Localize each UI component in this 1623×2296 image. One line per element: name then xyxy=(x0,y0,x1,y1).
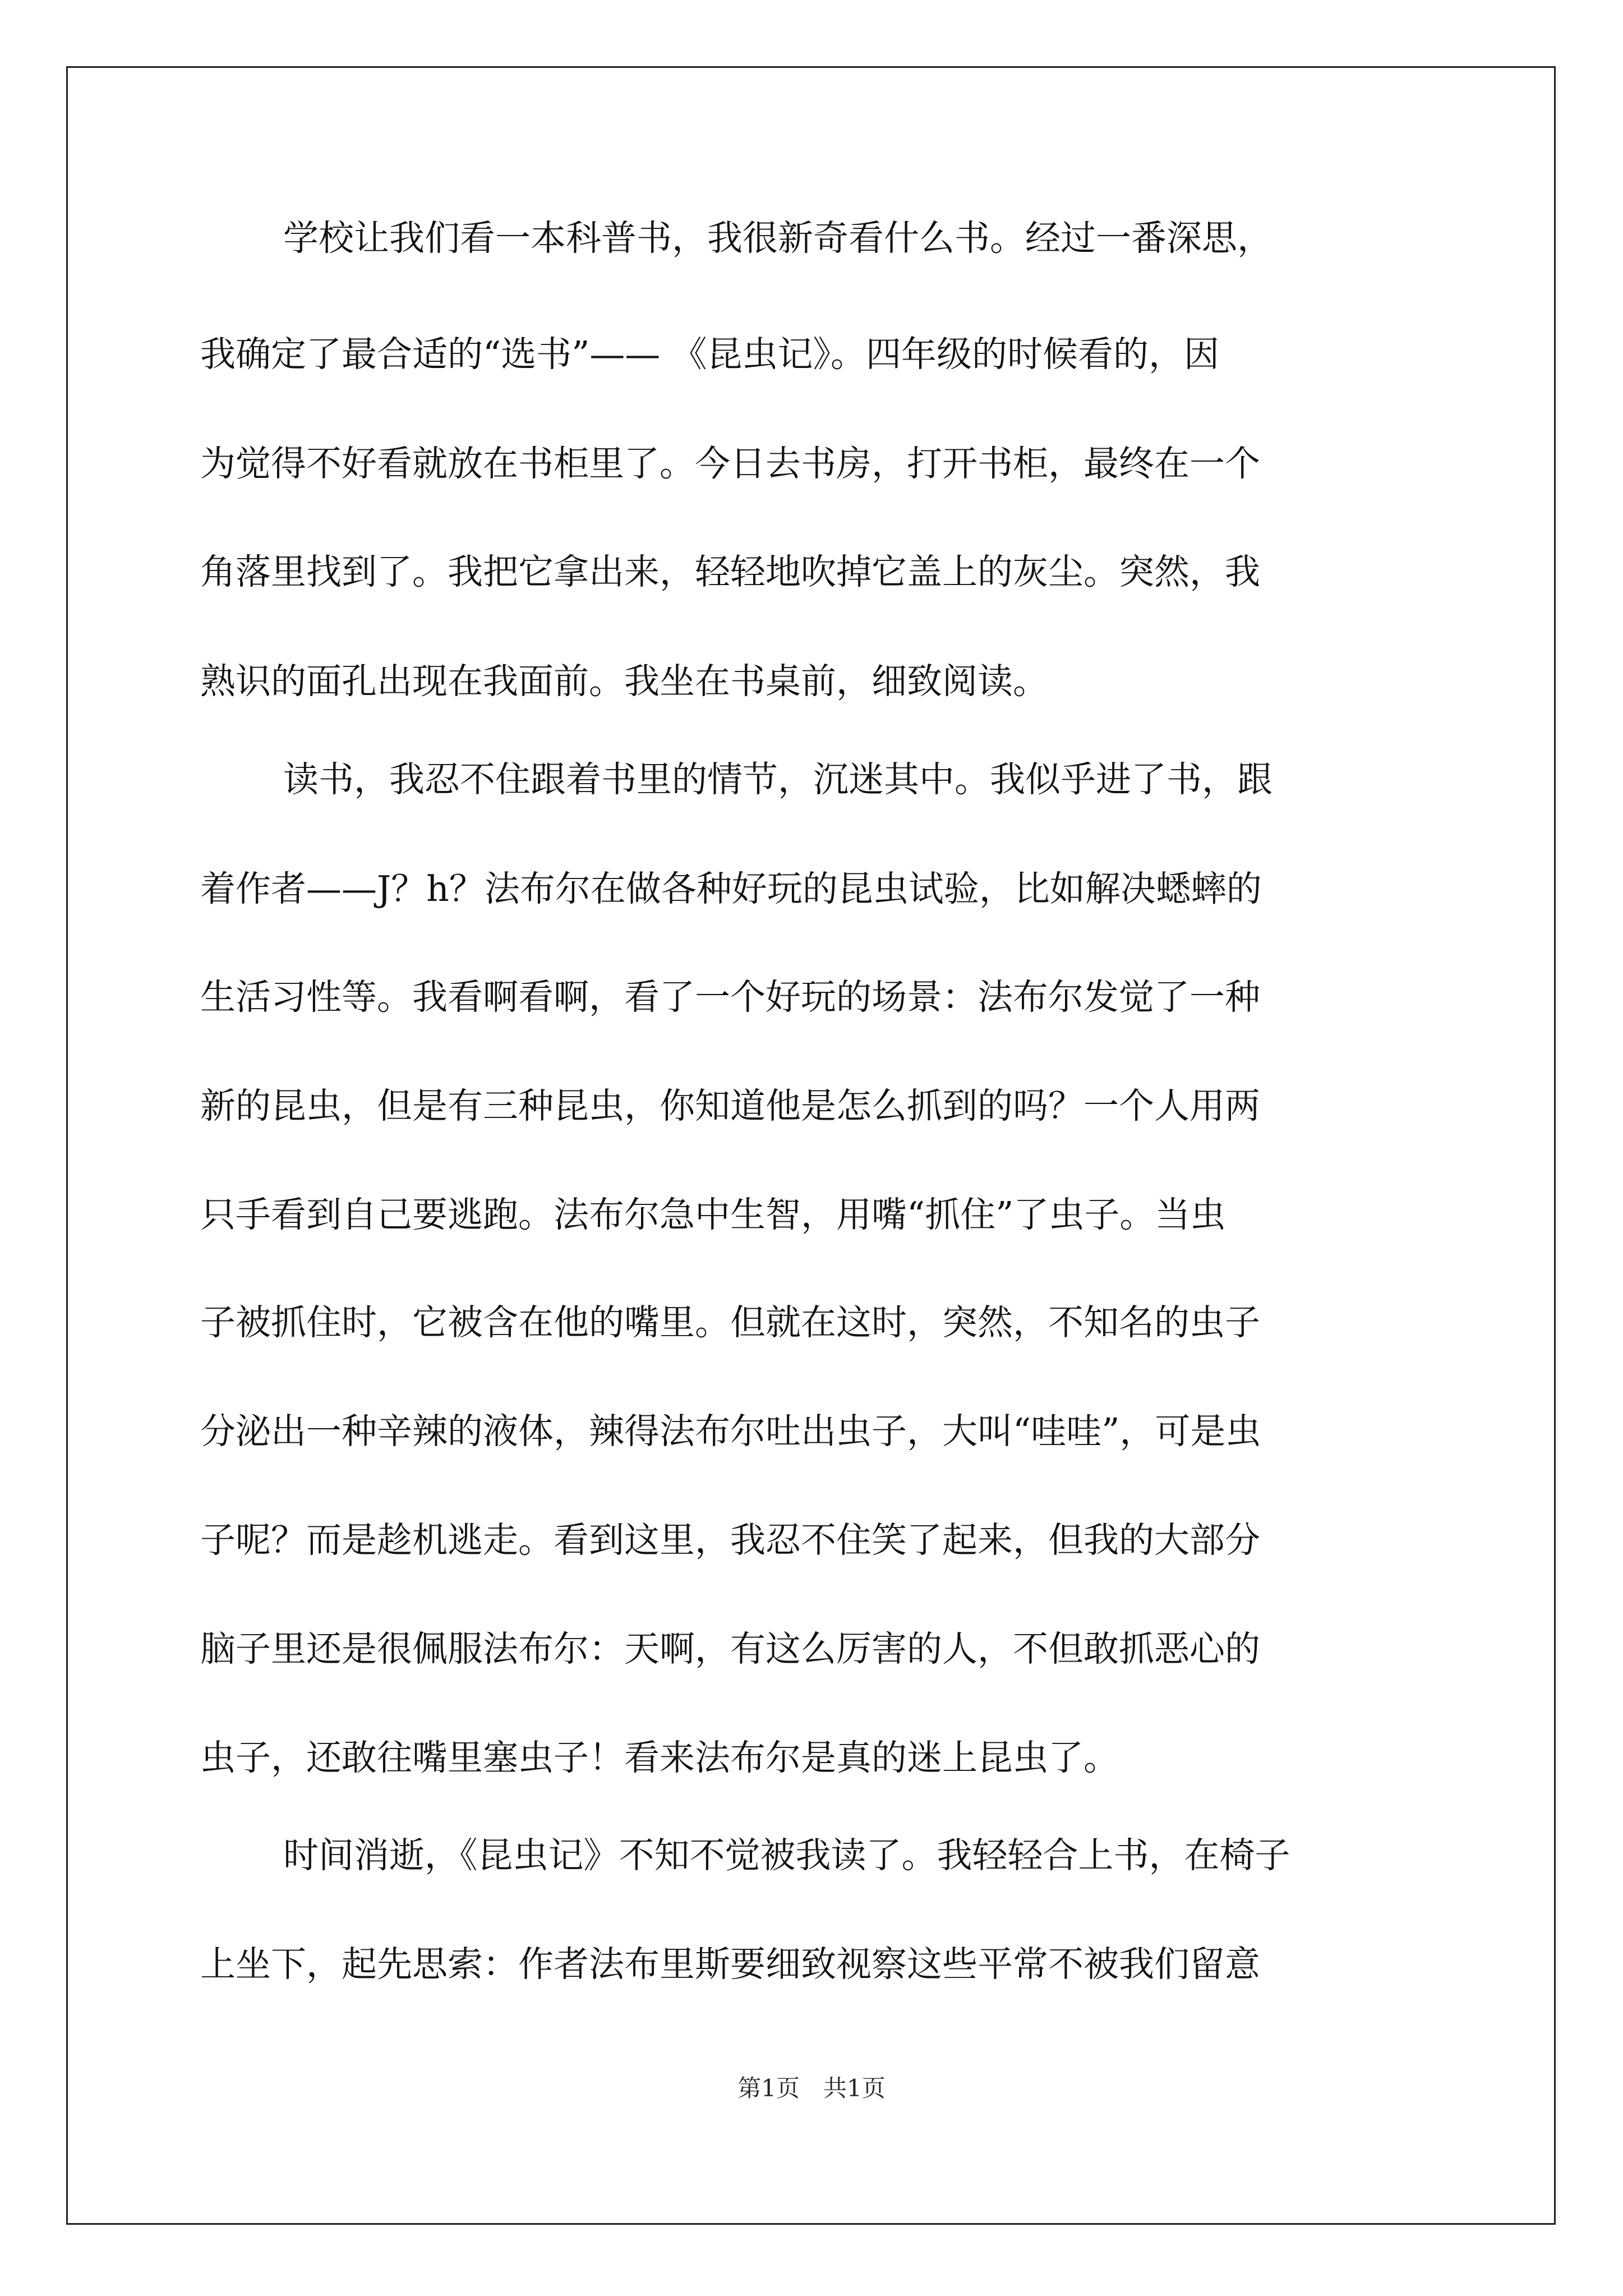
page-border xyxy=(66,66,1556,2225)
page-number: 第1页 共1页 xyxy=(737,2074,886,2102)
